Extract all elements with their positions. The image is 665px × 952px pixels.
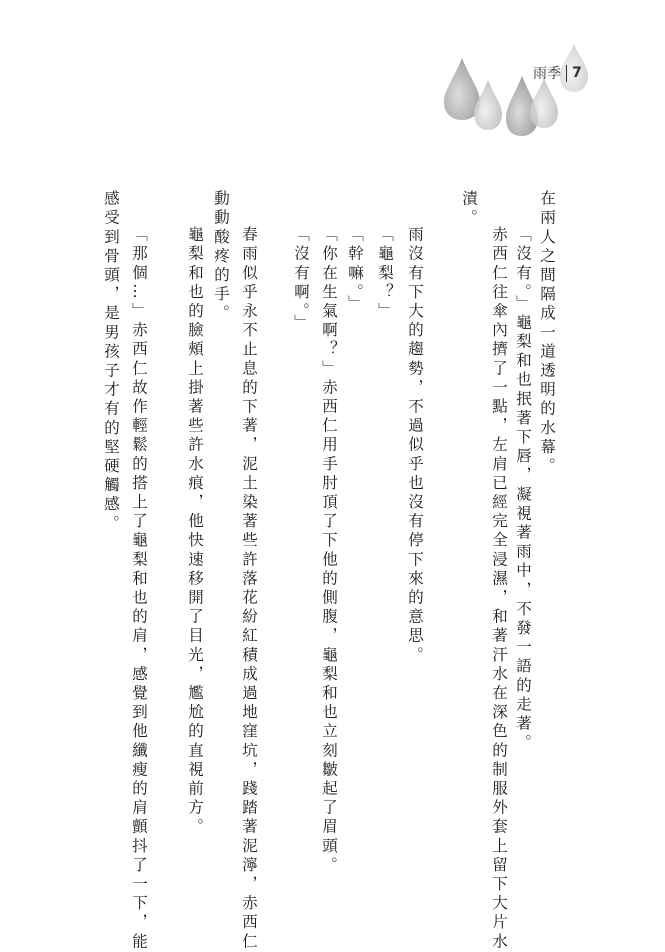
text-line-3: 赤西仁往傘內擠了一點，左肩已經完全浸濕，和著汗水在深色的制服外套上留下大片水 [490, 226, 508, 952]
text-line-2: 「沒有。」龜梨和也抿著下唇，凝視著雨中，不發一語的走著。 [514, 226, 532, 754]
text-line-12: 龜梨和也的臉頰上掛著些許水痕，他快速移開了目光，尷尬的直視前方。 [186, 226, 204, 838]
text-line-4: 漬。 [460, 190, 478, 229]
page-number: 7 [572, 65, 582, 81]
raindrops-illustration [440, 40, 640, 140]
text-line-9: 「沒有啊。」 [292, 226, 310, 333]
text-line-6: 「龜梨？」 [376, 226, 394, 322]
chapter-title: 雨季 [533, 66, 561, 82]
text-line-13: 「那個…」赤西仁故作輕鬆的搭上了龜梨和也的肩，感覺到他纖瘦的肩顫抖了一下，能 [130, 226, 148, 952]
text-line-10: 春雨似乎永不止息的下著，泥土染著些許落花紛紅積成過地窪坑，踐踏著泥濘，赤西仁 [240, 226, 258, 952]
text-line-8: 「你在生氣啊？」赤西仁用手肘頂了下他的側腹，龜梨和也立刻皺起了眉頭。 [320, 226, 338, 876]
text-line-14: 感受到骨頭，是男孩子才有的堅硬觸感。 [102, 190, 120, 534]
raindrop-2 [474, 80, 502, 130]
text-line-11: 動動酸疼的手。 [212, 190, 230, 324]
text-line-1: 在兩人之間隔成一道透明的水幕。 [538, 190, 556, 477]
raindrop-4 [530, 78, 558, 128]
header-divider [566, 65, 567, 82]
running-header [533, 62, 582, 84]
text-line-5: 雨沒有下大的趨勢，不過似乎也沒有停下來的意思。 [406, 226, 424, 666]
page-header [440, 40, 640, 140]
text-line-7: 「幹嘛。」 [346, 226, 364, 314]
